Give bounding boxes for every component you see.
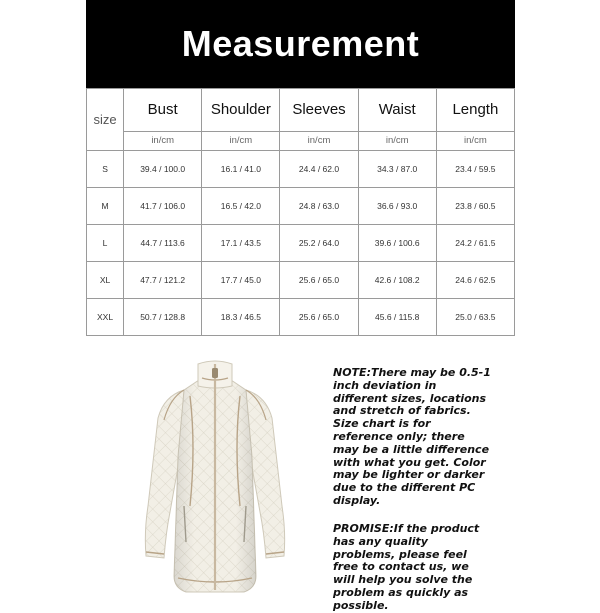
- table-header-row: [87, 89, 515, 132]
- unit-label: in/cm: [124, 131, 202, 150]
- size-cell: S: [87, 150, 124, 187]
- table-cell: 24.4 / 62.0: [280, 150, 358, 187]
- table-cell: 36.6 / 93.0: [358, 187, 436, 224]
- table-cell: 39.6 / 100.6: [358, 224, 436, 261]
- table-cell: 41.7 / 106.0: [124, 187, 202, 224]
- size-cell: L: [87, 224, 124, 261]
- table-cell: 23.8 / 60.5: [436, 187, 514, 224]
- table-row: [87, 224, 515, 261]
- table-cell: 24.6 / 62.5: [436, 261, 514, 298]
- size-column-header: size: [87, 89, 124, 132]
- column-header-shoulder: Shoulder: [202, 89, 280, 132]
- column-header-bust: Bust: [124, 89, 202, 132]
- table-cell: 25.6 / 65.0: [280, 261, 358, 298]
- table-cell: 25.0 / 63.5: [436, 298, 514, 335]
- column-header-waist: Waist: [358, 89, 436, 132]
- table-cell: 18.3 / 46.5: [202, 298, 280, 335]
- jacket-product-image: [140, 356, 290, 600]
- size-cell: M: [87, 187, 124, 224]
- table-cell: 24.2 / 61.5: [436, 224, 514, 261]
- table-cell: 34.3 / 87.0: [358, 150, 436, 187]
- table-cell: 25.6 / 65.0: [280, 298, 358, 335]
- unit-label: in/cm: [358, 131, 436, 150]
- table-cell: 39.4 / 100.0: [124, 150, 202, 187]
- note-text: NOTE:There may be 0.5-1 inch deviation in different sizes, locations and stretch of fabrics. Size chart is for reference only; there may be a little difference with what you get. Color may be lighter or darker due to the different PC display.: [333, 366, 491, 507]
- unit-label: in/cm: [202, 131, 280, 150]
- column-header-length: Length: [436, 89, 514, 132]
- size-cell: XL: [87, 261, 124, 298]
- size-cell: XXL: [87, 298, 124, 335]
- banner-title: Measurement: [181, 23, 420, 64]
- table-cell: 17.7 / 45.0: [202, 261, 280, 298]
- table-row: [87, 261, 515, 298]
- table-cell: 17.1 / 43.5: [202, 224, 280, 261]
- measurement-banner: [86, 0, 515, 88]
- table-cell: 25.2 / 64.0: [280, 224, 358, 261]
- unit-label: in/cm: [436, 131, 514, 150]
- promise-text: PROMISE:If the product has any quality problems, please feel free to contact us, we will help you solve the problem as quickly as possible.: [333, 522, 480, 612]
- column-header-sleeves: Sleeves: [280, 89, 358, 132]
- table-cell: 44.7 / 113.6: [124, 224, 202, 261]
- table-row: [87, 298, 515, 335]
- size-chart-table: [86, 88, 515, 336]
- table-cell: 45.6 / 115.8: [358, 298, 436, 335]
- unit-label: in/cm: [280, 131, 358, 150]
- table-cell: 16.1 / 41.0: [202, 150, 280, 187]
- table-cell: 47.7 / 121.2: [124, 261, 202, 298]
- table-unit-row: [87, 131, 515, 150]
- table-cell: 50.7 / 128.8: [124, 298, 202, 335]
- table-cell: 24.8 / 63.0: [280, 187, 358, 224]
- table-cell: 23.4 / 59.5: [436, 150, 514, 187]
- size-header-spacer: [87, 131, 124, 150]
- table-cell: 42.6 / 108.2: [358, 261, 436, 298]
- table-row: [87, 187, 515, 224]
- table-cell: 16.5 / 42.0: [202, 187, 280, 224]
- table-row: [87, 150, 515, 187]
